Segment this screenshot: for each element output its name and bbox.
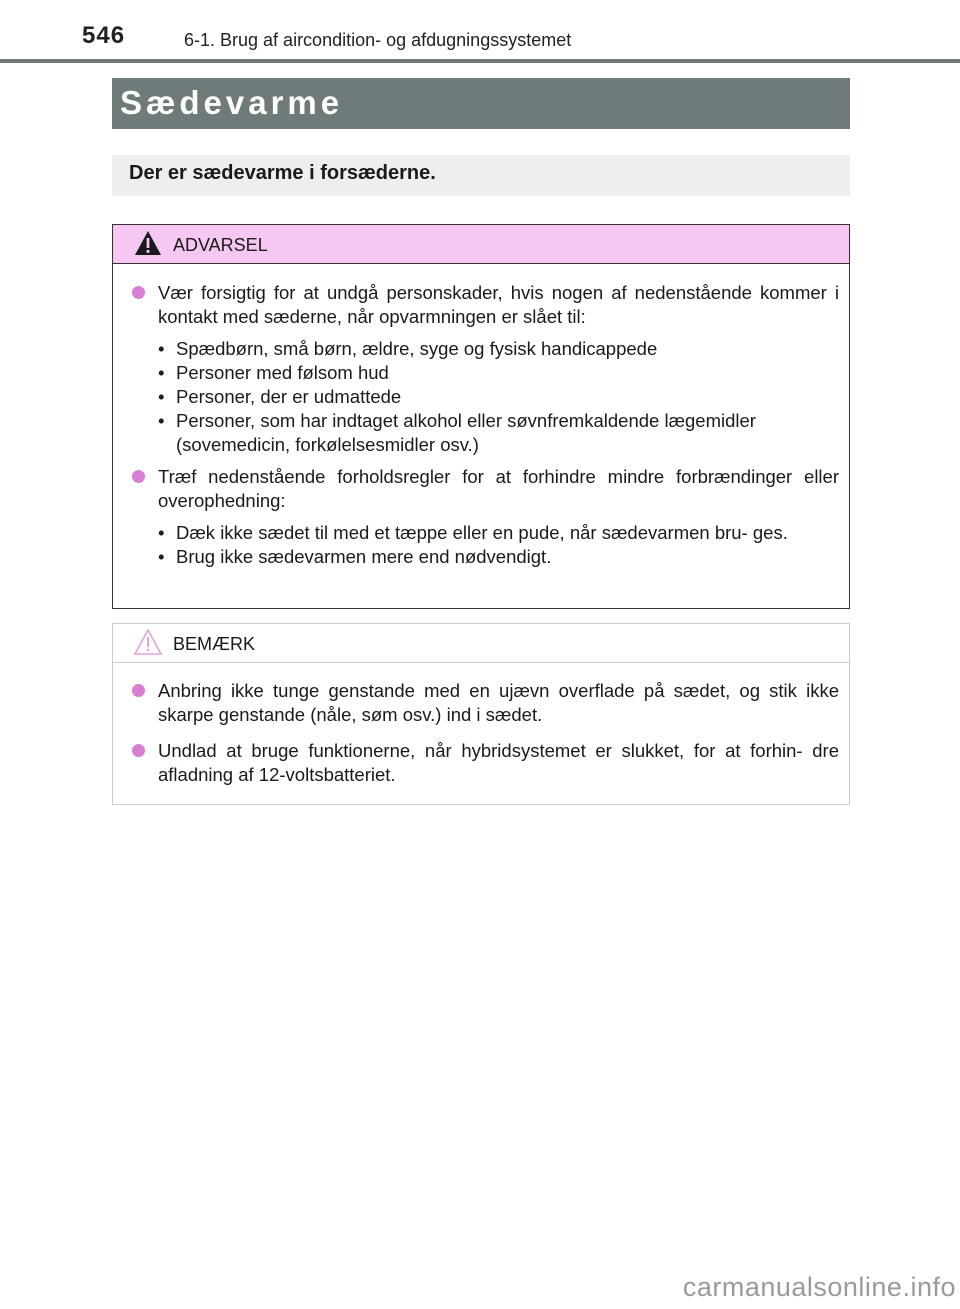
warning-triangle-icon — [133, 229, 163, 257]
warning-label: ADVARSEL — [173, 235, 268, 255]
page-number: 546 — [82, 22, 126, 49]
warning-item — [158, 465, 839, 569]
warning-subitem: • Personer, der er udmattede — [158, 385, 839, 409]
note-item-text: Undlad at bruge funktionerne, når hybridsystemet er slukket, for at forhin- dre afladning af 12-voltsbatteriet. — [158, 740, 839, 785]
note-item — [158, 739, 839, 787]
warning-subitem: • Spædbørn, små børn, ældre, syge og fysisk handicappede — [158, 337, 839, 361]
caution-triangle-outline-icon — [133, 628, 163, 656]
note-label: BEMÆRK — [173, 634, 256, 654]
section-title-bar — [112, 78, 850, 129]
watermark: carmanualsonline.info — [682, 1272, 956, 1302]
intro-box — [112, 155, 850, 196]
note-box — [112, 623, 850, 805]
note-item-text: Anbring ikke tunge genstande med en ujævn overflade på sædet, og stik ikke skarpe genstande (nåle, søm osv.) ind i sædet. — [158, 680, 839, 725]
warning-subitem: • Personer med følsom hud — [158, 361, 839, 385]
header-rule — [0, 59, 960, 63]
warning-sublist — [158, 521, 839, 569]
warning-item-text: Træf nedenstående forholdsregler for at forhindre mindre forbrændinger eller overophedning: — [158, 466, 839, 511]
warning-header — [113, 225, 849, 264]
bullet-dot — [132, 286, 145, 299]
note-body — [113, 663, 849, 787]
warning-subitem: • Brug ikke sædevarmen mere end nødvendigt. — [158, 545, 839, 569]
page-header — [0, 0, 960, 64]
intro-text: Der er sædevarme i forsæderne. — [129, 162, 436, 184]
bullet-dot — [132, 470, 145, 483]
warning-box — [112, 224, 850, 609]
note-header — [113, 624, 849, 663]
bullet-dot — [132, 684, 145, 697]
warning-item-text: Vær forsigtig for at undgå personskader, hvis nogen af nedenstående kommer i kontakt med sæderne, når opvarmningen er slået til: — [158, 282, 839, 327]
note-item — [158, 679, 839, 727]
chapter-title: 6-1. Brug af aircondition- og afdugningssystemet — [184, 30, 572, 50]
warning-subitem: • Dæk ikke sædet til med et tæppe eller en pude, når sædevarmen bru- ges. — [158, 521, 839, 545]
warning-item — [158, 281, 839, 457]
bullet-dot — [132, 744, 145, 757]
warning-body — [113, 264, 849, 569]
warning-subitem: • Personer, som har indtaget alkohol eller søvnfremkaldende lægemidler (sovemedicin, forkølelsesmidler osv.) — [158, 409, 839, 457]
warning-sublist — [158, 337, 839, 457]
section-title: Sædevarme — [120, 84, 344, 121]
